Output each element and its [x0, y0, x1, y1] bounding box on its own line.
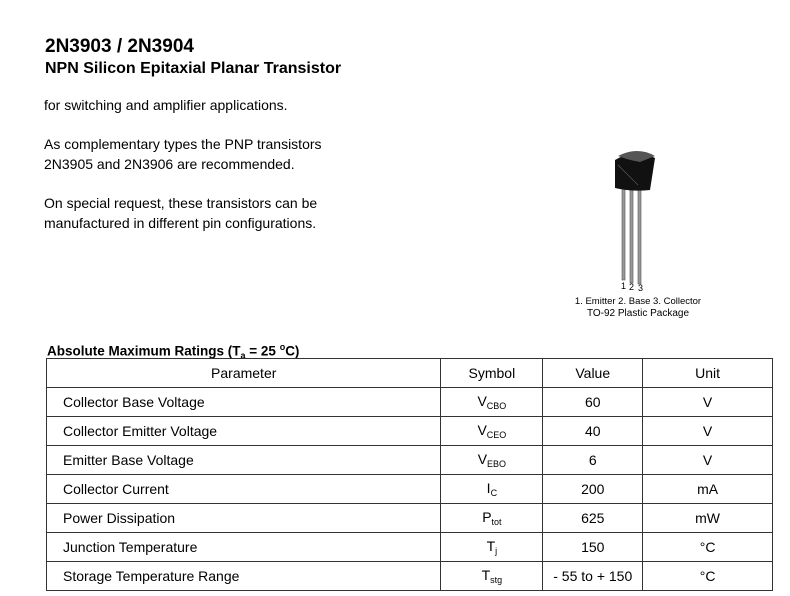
cell-unit: V	[643, 417, 773, 446]
cell-parameter: Collector Emitter Voltage	[47, 417, 441, 446]
cell-parameter: Emitter Base Voltage	[47, 446, 441, 475]
cell-value: 6	[543, 446, 643, 475]
cell-unit: mA	[643, 475, 773, 504]
cell-unit: V	[643, 388, 773, 417]
cell-parameter: Junction Temperature	[47, 533, 441, 562]
cell-parameter: Storage Temperature Range	[47, 562, 441, 591]
cell-symbol: $T_{stg}$	[441, 562, 543, 591]
cell-parameter: Power Dissipation	[47, 504, 441, 533]
pin-label-1: 1	[621, 281, 627, 291]
cell-unit: °C	[643, 533, 773, 562]
cell-unit: mW	[643, 504, 773, 533]
cell-symbol: $V_{EBO}$	[441, 446, 543, 475]
table-row	[47, 417, 773, 446]
cell-value: - 55 to + 150	[543, 562, 643, 591]
package-caption: TO-92 Plastic Package	[586, 308, 690, 319]
paragraph-complementary: As complementary types the PNP transistors 2N3905 and 2N3906 are recommended.	[44, 136, 322, 172]
cell-symbol: $T_j$	[441, 533, 543, 562]
cell-unit: °C	[643, 562, 773, 591]
cell-value: 60	[543, 388, 643, 417]
cell-value: 200	[543, 475, 643, 504]
pinout-caption: 1. Emitter 2. Base 3. Collector	[574, 296, 702, 307]
pin-label-3: 3	[638, 283, 644, 293]
table-row	[47, 446, 773, 475]
cell-value: 625	[543, 504, 643, 533]
absolute-maximum-ratings-table	[46, 358, 773, 591]
document-subtitle: NPN Silicon Epitaxial Planar Transistor	[45, 60, 342, 77]
table-row	[47, 388, 773, 417]
table-row	[47, 533, 773, 562]
cell-symbol: $V_{CBO}$	[441, 388, 543, 417]
pin-label-2: 2	[629, 282, 635, 292]
table-row	[47, 504, 773, 533]
paragraph-applications: for switching and amplifier applications.	[44, 97, 288, 113]
to92-package-image	[560, 140, 720, 320]
table-row	[47, 562, 773, 591]
header-parameter: Parameter	[47, 359, 441, 388]
table-header-row	[47, 359, 773, 388]
paragraph-special-request: On special request, these transistors can be manufactured in different pin configurations.	[44, 195, 318, 231]
cell-parameter: Collector Base Voltage	[47, 388, 441, 417]
header-symbol: Symbol	[441, 359, 543, 388]
cell-unit: V	[643, 446, 773, 475]
document-title: 2N3903 / 2N3904	[45, 36, 194, 57]
cell-parameter: Collector Current	[47, 475, 441, 504]
table-title: Absolute Maximum Ratings ($T_a = 25$ $^o$C)	[47, 342, 300, 361]
cell-symbol: $I_C$	[441, 475, 543, 504]
table-row	[47, 475, 773, 504]
cell-symbol: $V_{CEO}$	[441, 417, 543, 446]
cell-symbol: $P_{tot}$	[441, 504, 543, 533]
header-unit: Unit	[643, 359, 773, 388]
cell-value: 40	[543, 417, 643, 446]
cell-value: 150	[543, 533, 643, 562]
header-value: Value	[543, 359, 643, 388]
